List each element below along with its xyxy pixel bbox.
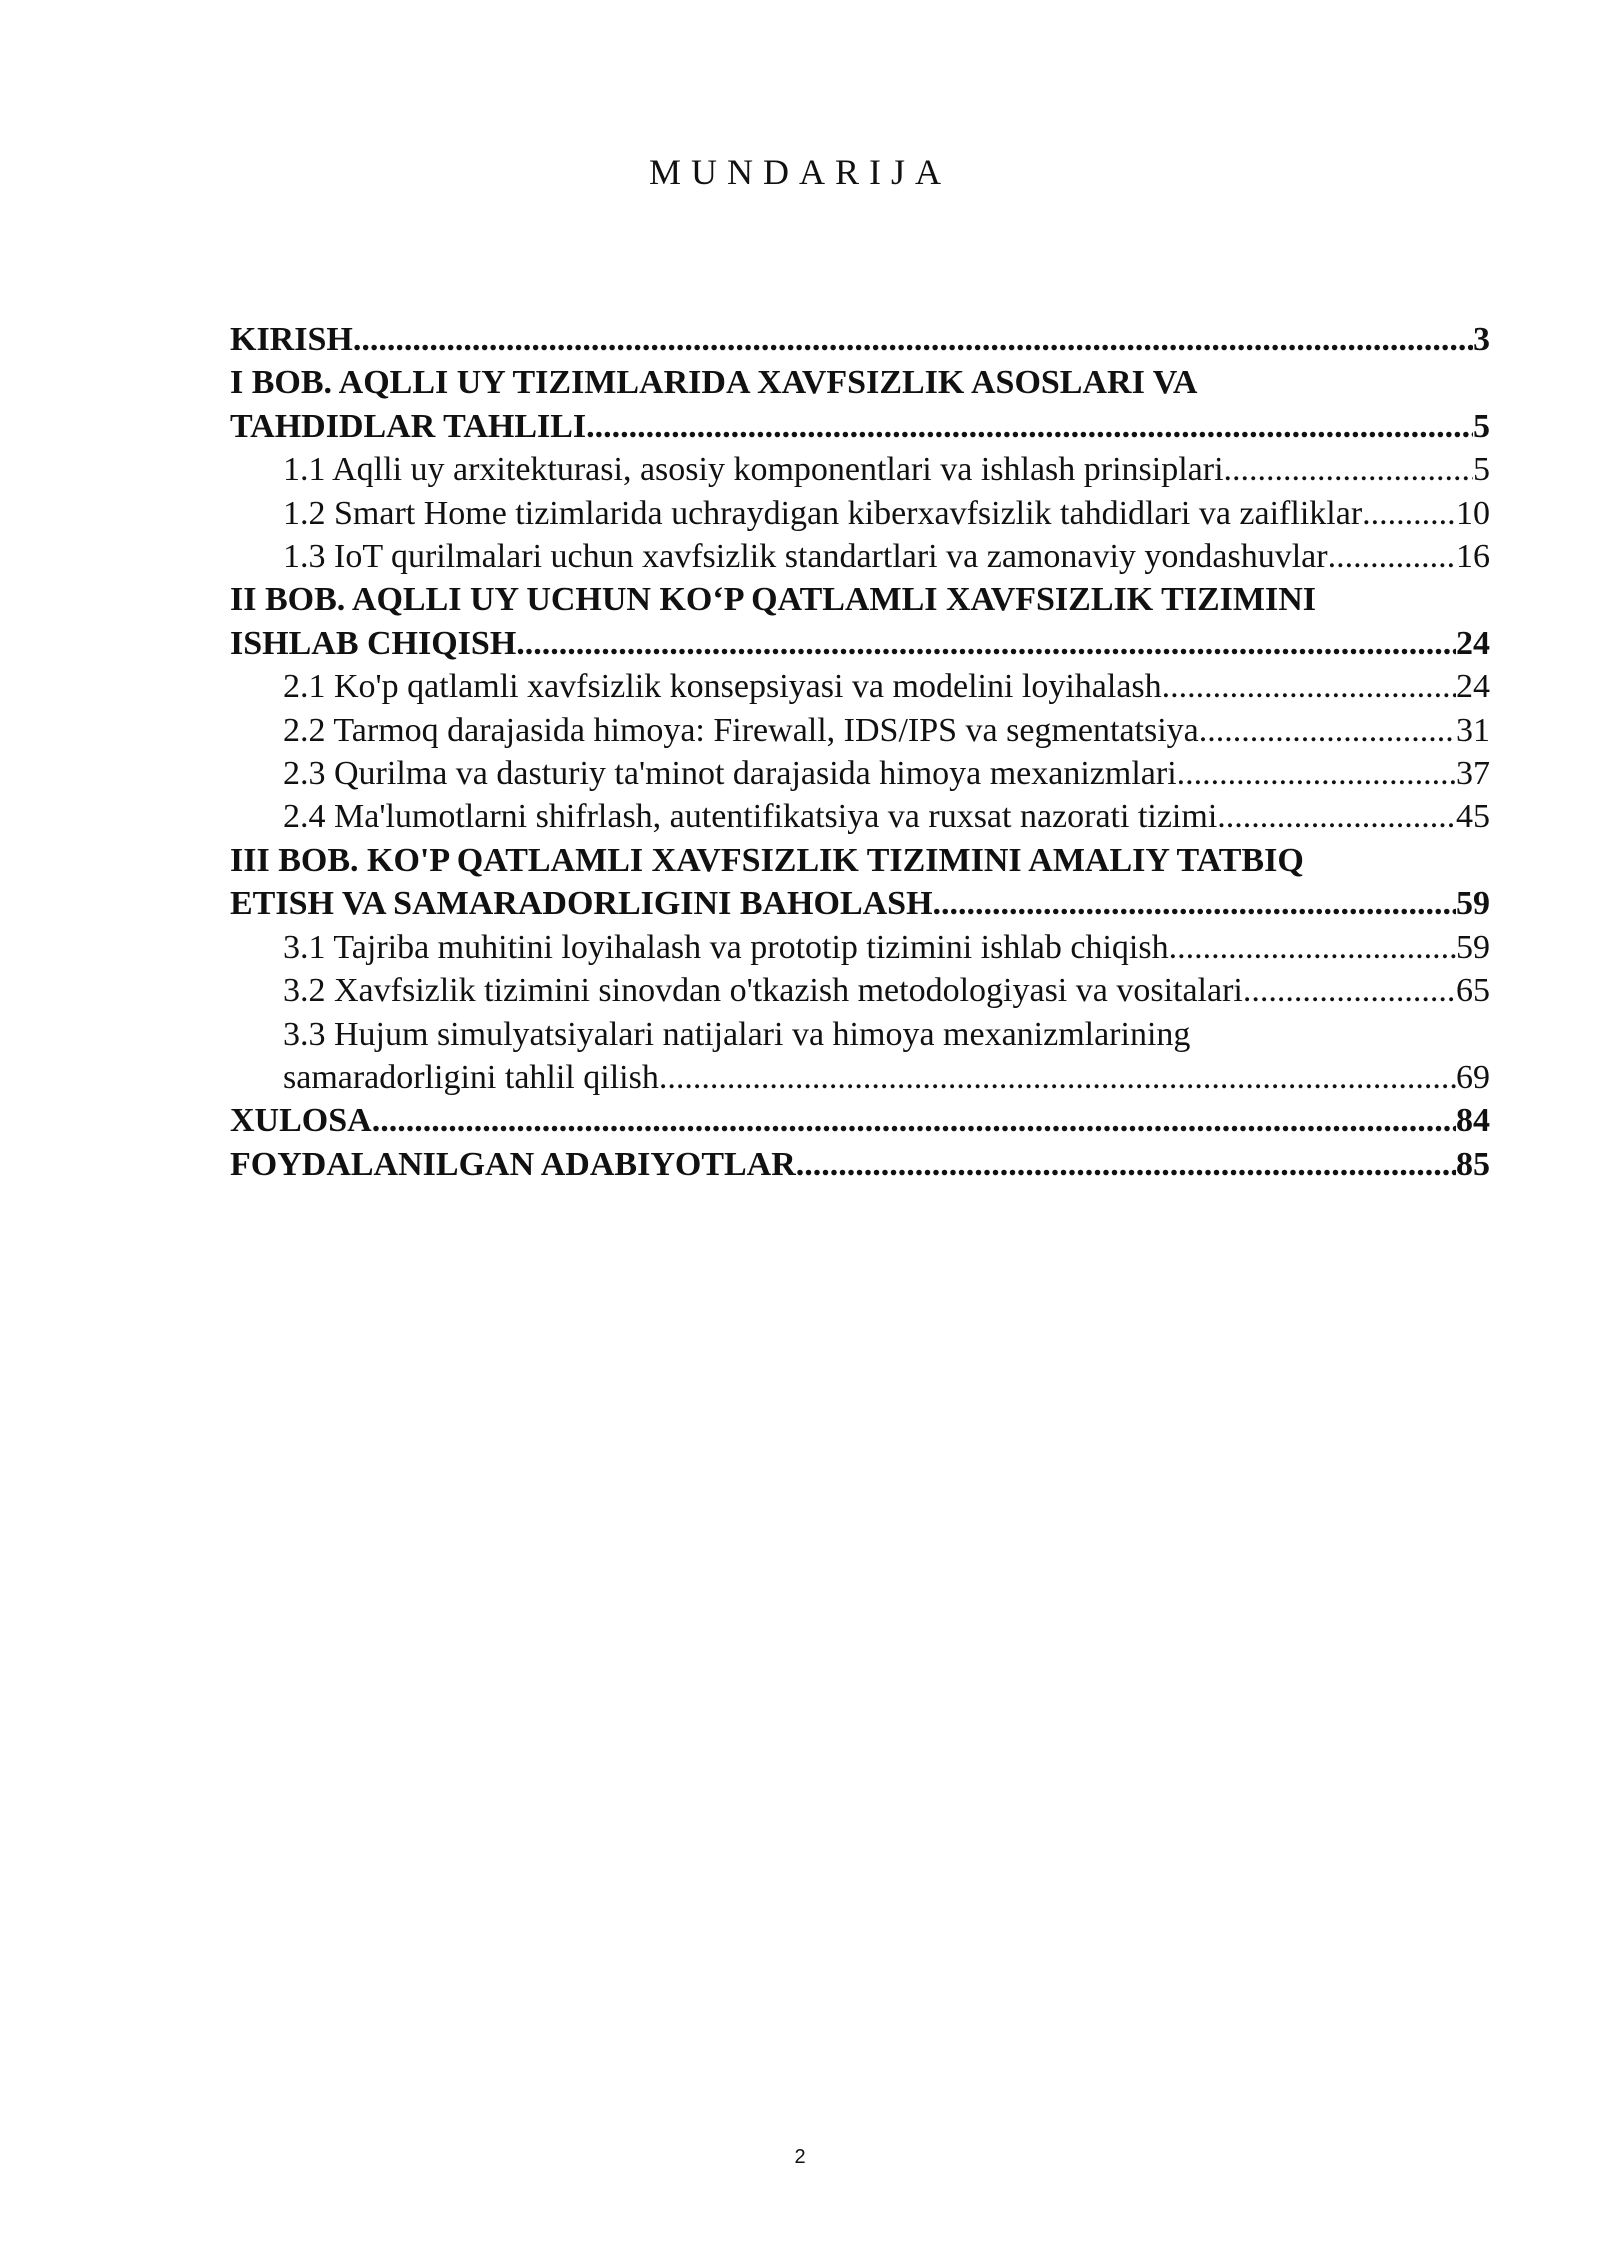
toc-line [230,1143,1490,1186]
dot-leader [796,1143,1456,1186]
toc-entry-title: 3.2 Xavfsizlik tizimini sinovdan o'tkazish metodologiyasi va vositalari [283,972,1243,1010]
page-title: MUNDARIJA [648,152,951,192]
toc-page-number: 84 [1456,1102,1490,1140]
toc-chapter-entry[interactable] [230,361,1490,448]
toc-line [230,405,1490,448]
toc-page-number: 69 [1456,1058,1490,1096]
toc-section-entry[interactable] [230,709,1490,752]
toc-page-number: 45 [1456,798,1490,836]
dot-leader [1162,665,1456,708]
toc-page-number: 24 [1456,624,1490,662]
dot-leader [516,622,1456,665]
dot-leader [1224,448,1473,491]
toc-entry-title: 1.3 IoT qurilmalari uchun xavfsizlik standartlari va zamonaviy yondashuvlar [283,538,1328,576]
toc-line [230,622,1490,665]
toc-page-number: 10 [1456,494,1490,532]
toc-line [283,752,1490,795]
table-of-contents [230,318,1490,1186]
toc-line [283,1013,1490,1056]
toc-page-number: 3 [1473,321,1490,358]
toc-line [230,1099,1490,1142]
dot-leader [1217,795,1456,838]
toc-entry-title: 1.1 Aqlli uy arxitekturasi, asosiy komponentlari va ishlash prinsiplari [283,451,1224,489]
dot-leader [1362,492,1456,535]
toc-section-entry[interactable] [230,795,1490,838]
toc-line [283,926,1490,969]
toc-entry-title: 3.3 Hujum simulyatsiyalari natijalari va himoya mexanizmlarining [283,1015,1191,1053]
dot-leader [1243,969,1456,1012]
toc-chapter-entry[interactable] [230,578,1490,665]
toc-line [230,578,1490,621]
dot-leader [353,318,1473,361]
toc-section-entry[interactable] [230,492,1490,535]
dot-leader [659,1056,1456,1099]
dot-leader [1169,926,1456,969]
toc-chapter-entry[interactable] [230,318,1490,361]
toc-chapter-entry[interactable] [230,1099,1490,1142]
toc-entry-title: 1.2 Smart Home tizimlarida uchraydigan kiberxavfsizlik tahdidlari va zaifliklar [283,494,1363,532]
dot-leader [1328,535,1456,578]
toc-page-number: 59 [1456,885,1490,923]
toc-section-entry[interactable] [230,752,1490,795]
toc-line [230,318,1490,361]
toc-entry-title: 2.1 Ko'p qatlamli xavfsizlik konsepsiyasi va modelini loyihalash [283,668,1162,706]
toc-entry-title: 2.2 Tarmoq darajasida himoya: Firewall, IDS/IPS va segmentatsiya [283,711,1199,749]
toc-page-number: 37 [1456,755,1490,793]
toc-line [283,1056,1490,1099]
page-number: 2 [794,2146,806,2168]
toc-entry-title: ETISH VA SAMARADORLIGINI BAHOLASH [230,885,933,923]
toc-page-number: 5 [1473,407,1490,445]
toc-chapter-entry[interactable] [230,839,1490,926]
toc-entry-title: ISHLAB CHIQISH [230,624,517,662]
toc-entry-title: XULOSA [230,1102,372,1140]
toc-line [230,361,1490,404]
toc-page-number: 85 [1456,1145,1490,1183]
toc-section-entry[interactable] [230,969,1490,1012]
toc-page-number: 59 [1456,928,1490,966]
toc-section-entry[interactable] [230,665,1490,708]
toc-line [230,882,1490,925]
toc-entry-title: KIRISH [230,321,353,358]
toc-entry-title: samaradorligini tahlil qilish [283,1058,659,1096]
toc-entry-title: FOYDALANILGAN ADABIYOTLAR [230,1145,796,1183]
dot-leader [933,882,1456,925]
dot-leader [586,405,1473,448]
toc-chapter-entry[interactable] [230,1143,1490,1186]
toc-section-entry[interactable] [230,926,1490,969]
toc-line [283,969,1490,1012]
toc-page-number: 65 [1456,972,1490,1010]
toc-entry-title: 2.3 Qurilma va dasturiy ta'minot darajasida himoya mexanizmlari [283,755,1177,793]
toc-section-entry[interactable] [230,448,1490,491]
toc-page-number: 24 [1456,668,1490,706]
toc-section-entry[interactable] [230,1013,1490,1100]
toc-line [283,535,1490,578]
toc-line [283,448,1490,491]
dot-leader [1199,709,1456,752]
toc-line [283,795,1490,838]
toc-entry-title: TAHDIDLAR TAHLILI [230,407,587,445]
toc-entry-title: I BOB. AQLLI UY TIZIMLARIDA XAVFSIZLIK ASOSLARI VA [230,364,1198,402]
toc-entry-title: III BOB. KO'P QATLAMLI XAVFSIZLIK TIZIMINI AMALIY TATBIQ [230,841,1304,879]
toc-line [230,839,1490,882]
toc-line [283,492,1490,535]
toc-section-entry[interactable] [230,535,1490,578]
toc-page-number: 31 [1456,711,1490,749]
toc-line [283,709,1490,752]
toc-entry-title: II BOB. AQLLI UY UCHUN KO‘P QATLAMLI XAVFSIZLIK TIZIMINI [230,581,1317,619]
dot-leader [372,1099,1456,1142]
toc-line [283,665,1490,708]
toc-entry-title: 2.4 Ma'lumotlarni shifrlash, autentifikatsiya va ruxsat nazorati tizimi [283,798,1218,836]
toc-page-number: 16 [1456,538,1490,576]
toc-entry-title: 3.1 Tajriba muhitini loyihalash va prototip tizimini ishlab chiqish [283,928,1169,966]
dot-leader [1177,752,1456,795]
toc-page-number: 5 [1473,451,1490,489]
